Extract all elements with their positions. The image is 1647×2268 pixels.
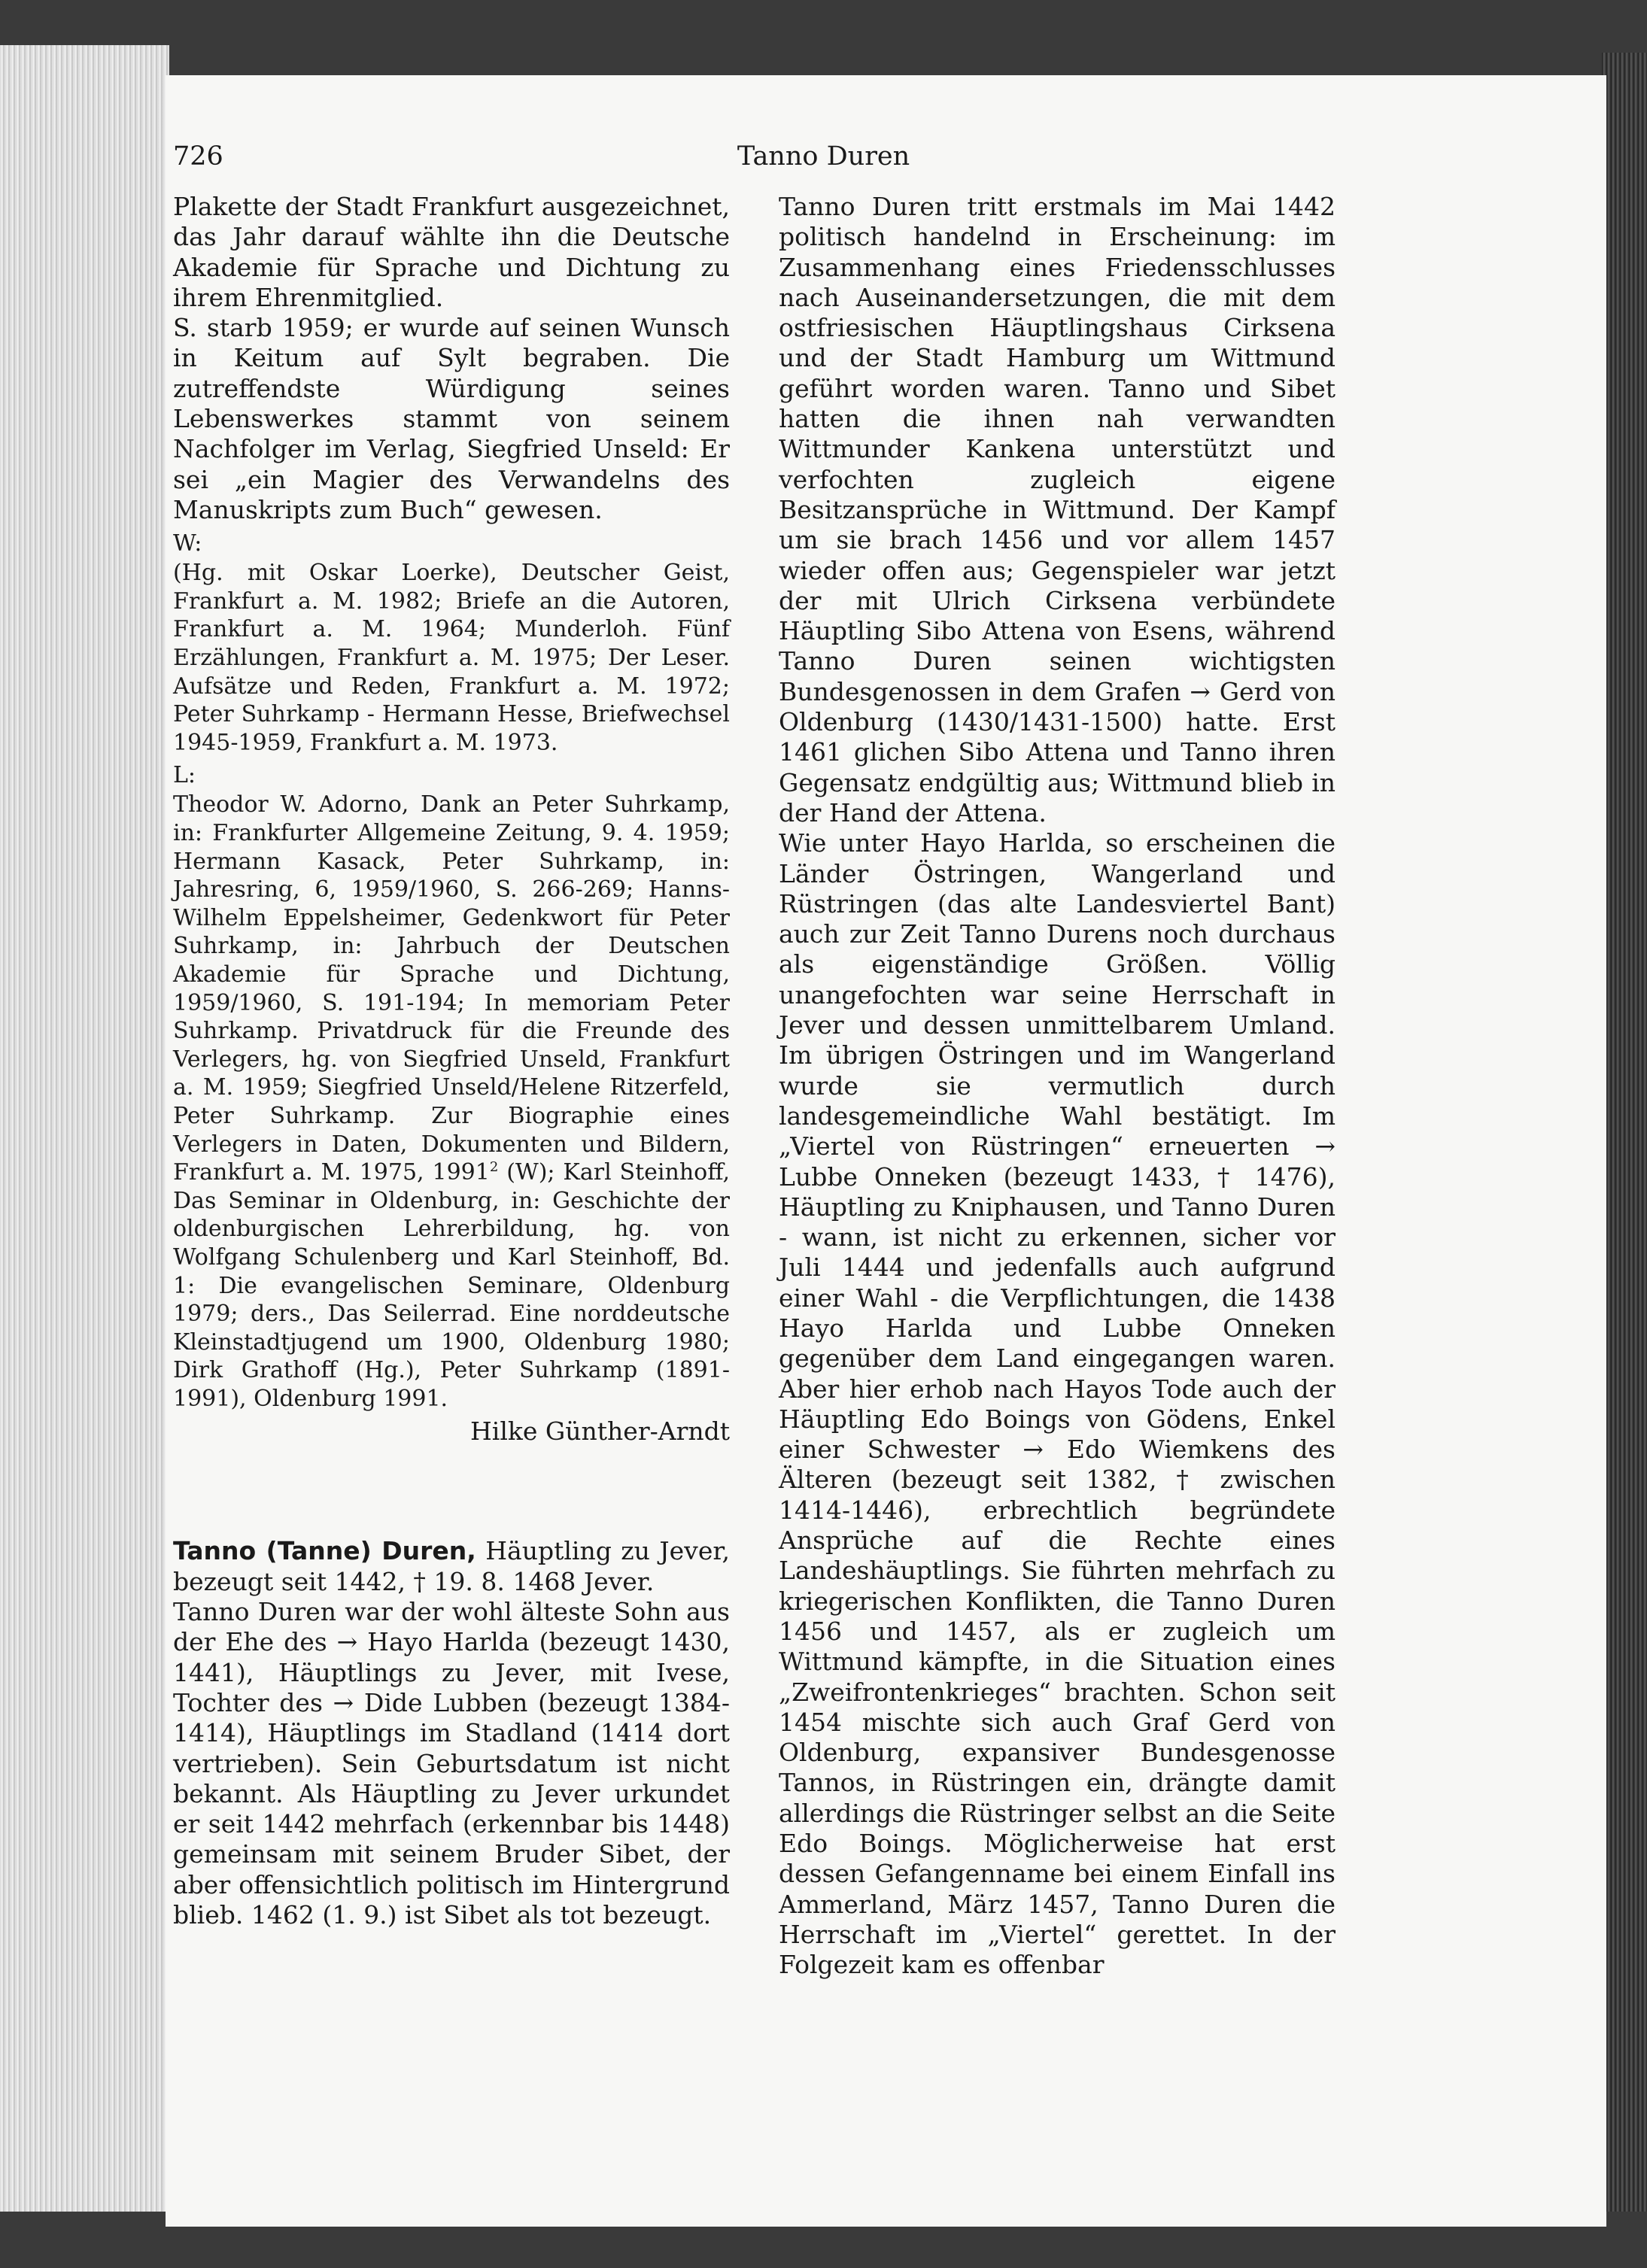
right-column [779, 192, 1336, 1981]
literature-list [173, 791, 730, 1413]
article-author: Hilke Günther-Arndt [470, 1416, 730, 1447]
entry-spacer [173, 1447, 730, 1536]
page-number: 726 [173, 141, 223, 172]
page-header [173, 141, 1474, 187]
tanno-paragraph-3: Wie unter Hayo Harlda, so erscheinen die Länder Östringen, Wangerland und Rüstringen (das alte Landesviertel Bant) auch zur Zeit Tanno Durens noch durchaus als eigenständige Größen. Völlig unangefochten war seine Herrschaft in Jever und dessen unmittelbarem Umland. Im übrigen Östringen und im Wangerland wurde sie vermutlich durch landesgemeindliche Wahl bestätigt. Im „Viertel von Rüstringen“ erneuerten → Lubbe Onneken (bezeugt 1433, † 1476), Häuptling zu Kniphausen, und Tanno Duren - wann, ist nicht zu erkennen, sicher vor Juli 1444 und jedenfalls auch aufgrund einer Wahl - die Verpflichtungen, die 1438 Hayo Harlda und Lubbe Onneken gegenüber dem Land eingegangen waren. Aber hier erhob nach Hayos Tode auch der Häuptling Edo Boings von Gödens, Enkel einer Schwester → Edo Wiemkens des Älteren (bezeugt seit 1382, † zwischen 1414-1446), erbrechtlich begründete Ansprüche auf die Rechte eines Landeshäuptlings. Sie führten mehrfach zu kriegerischen Konflikten, die Tanno Duren 1456 und 1457, als er zugleich um Wittmund kämpfte, in die Situation eines „Zweifrontenkrieges“ brachten. Schon seit 1454 mischte sich auch Graf Gerd von Oldenburg, expansiver Bundesgenosse Tannos, in Rüstringen ein, drängte damit allerdings die Rüstringer selbst an die Seite Edo Boings. Möglicherweise hat erst dessen Gefangenname bei einem Einfall ins Ammerland, März 1457, Tanno Duren die Herrschaft im „Viertel“ gerettet. In der Folgezeit kam es offenbar [779, 828, 1336, 1980]
works-label: W: [173, 530, 202, 557]
suhrkamp-paragraph-1: Plakette der Stadt Frankfurt ausgezeichnet, das Jahr darauf wählte ihn die Deutsche Akademie für Sprache und Dichtung zu ihrem Ehrenmitglied. [173, 192, 730, 312]
left-column [173, 192, 730, 1930]
tanno-paragraph-1: Tanno Duren war der wohl älteste Sohn aus der Ehe des → Hayo Harlda (bezeugt 1430, 1441), Häuptlings zu Jever, mit Ivese, Tochter des → Dide Lubben (bezeugt 1384-1414), Häuptlings im Stadland (1414 dort vertrieben). Sein Geburtsdatum ist nicht bekannt. Als Häuptling zu Jever urkundet er seit 1442 mehrfach (erkennbar bis 1448) gemeinsam mit seinem Bruder Sibet, der aber offensichtlich politisch im Hintergrund blieb. 1462 (1. 9.) ist Sibet als tot bezeugt. [173, 1597, 730, 1930]
literature-superscript: 2 [489, 1159, 499, 1176]
running-title: Tanno Duren [737, 141, 910, 172]
tanno-entry-heading [173, 1536, 730, 1597]
book-binding-edge [1602, 53, 1647, 2212]
suhrkamp-paragraph-2: S. starb 1959; er wurde auf seinen Wunsch in Keitum auf Sylt begraben. Die zutreffendste Würdigung seines Lebenswerkes stammt von seinem Nachfolger im Verlag, Siegfried Unseld: Er sei „ein Magier des Verwandelns des Manuskripts zum Buch“ gewesen. [173, 313, 730, 524]
works-list: (Hg. mit Oskar Loerke), Deutscher Geist, Frankfurt a. M. 1982; Briefe an die Autoren, Frankfurt a. M. 1964; Munderloh. Fünf Erzählungen, Frankfurt a. M. 1975; Der Leser. Aufsätze und Reden, Frankfurt a. M. 1972; Peter Suhrkamp - Hermann Hesse, Briefwechsel 1945-1959, Frankfurt a. M. 1973. [173, 560, 730, 756]
literature-text-b: (W); Karl Steinhoff, Das Seminar in Oldenburg, in: Geschichte der oldenburgischen Lehrerbildung, hg. von Wolfgang Schulenberg und Karl Steinhoff, Bd. 1: Die evangelischen Seminare, Oldenburg 1979; ders., Das Seilerrad. Eine norddeutsche Kleinstadtjugend um 1900, Oldenburg 1980; Dirk Grathoff (Hg.), Peter Suhrkamp (1891-1991), Oldenburg 1991. [173, 1159, 730, 1412]
entry-intro: Häuptling zu Jever, bezeugt seit 1442, † 19. 8. 1468 Jever. [173, 1536, 730, 1596]
literature-text-a: Theodor W. Adorno, Dank an Peter Suhrkamp, in: Frankfurter Allgemeine Zeitung, 9. 4. 1959; Hermann Kasack, Peter Suhrkamp, in: Jahresring, 6, 1959/1960, S. 266-269; Hanns-Wilhelm Eppelsheimer, Gedenkwort für Peter Suhrkamp, in: Jahrbuch der Deutschen Akademie für Sprache und Dichtung, 1959/1960, S. 191-194; In memoriam Peter Suhrkamp. Privatdruck für die Freunde des Verlegers, hg. von Siegfried Unseld, Frankfurt a. M. 1959; Siegfried Unseld/Helene Ritzerfeld, Peter Suhrkamp. Zur Biographie eines Verlegers in Daten, Dokumenten und Bildern, Frankfurt a. M. 1975, 1991 [173, 791, 730, 1186]
tanno-paragraph-2: Tanno Duren tritt erstmals im Mai 1442 politisch handelnd in Erscheinung: im Zusammenhang eines Friedensschlusses nach Auseinandersetzungen, die mit dem ostfriesischen Häuptlingshaus Cirksena und der Stadt Hamburg um Wittmund geführt worden waren. Tanno und Sibet hatten die ihnen nah verwandten Wittmunder Kankena unterstützt und verfochten zugleich eigene Besitzansprüche in Wittmund. Der Kampf um sie brach 1456 und vor allem 1457 wieder offen aus; Gegenspieler war jetzt der mit Ulrich Cirksena verbündete Häuptling Sibo Attena von Esens, während Tanno Duren seinen wichtigsten Bundesgenossen in dem Grafen → Gerd von Oldenburg (1430/1431-1500) hatte. Erst 1461 glichen Sibo Attena und Tanno ihren Gegensatz endgültig aus; Wittmund blieb in der Hand der Attena. [779, 192, 1336, 827]
literature-label: L: [173, 762, 196, 789]
entry-name: Tanno (Tanne) Duren, [173, 1536, 476, 1566]
book-page-edges [0, 45, 169, 2212]
